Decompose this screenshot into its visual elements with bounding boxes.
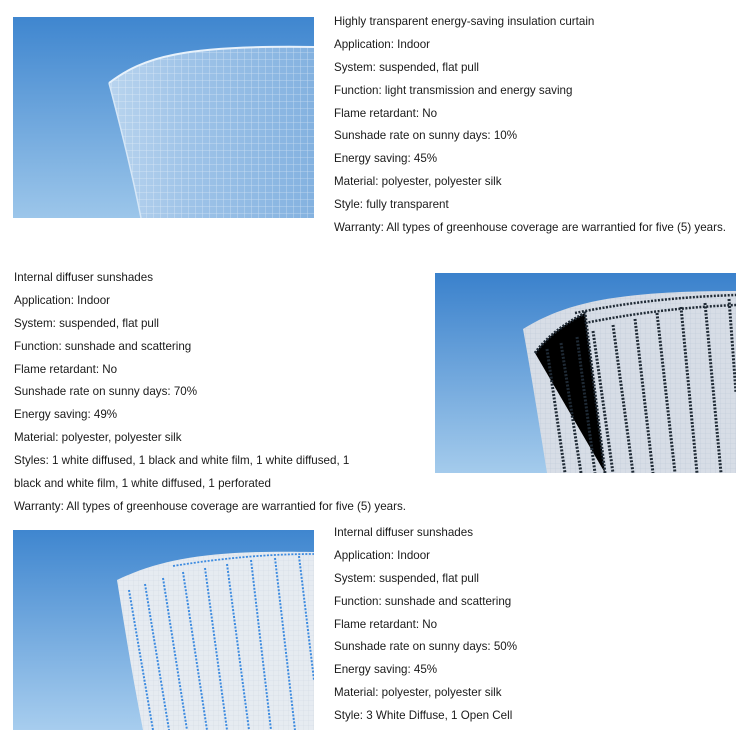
product-3-function: Function: sunshade and scattering (334, 594, 512, 608)
product-3-energy-saving: Energy saving: 45% (334, 663, 438, 677)
product-2-function: Function: sunshade and scattering (14, 339, 192, 353)
product-1-system: System: suspended, flat pull (334, 60, 480, 74)
product-3-material: Material: polyester, polyester silk (334, 686, 502, 700)
product-1-sunshade-rate: Sunshade rate on sunny days: 10% (334, 129, 518, 143)
product-1-flame-retardant: Flame retardant: No (334, 106, 438, 120)
product-2-styles-line-2: black and white film, 1 white diffused, 1 perforated (14, 477, 271, 491)
product-1-specs (334, 11, 726, 240)
product-3-style: Style: 3 White Diffuse, 1 Open Cell (334, 709, 513, 723)
white-diffuser-photo (13, 530, 314, 730)
product-2-warranty: Warranty: All types of greenhouse coverage are warrantied for five (5) years. (14, 499, 407, 513)
product-1-title: Highly transparent energy-saving insulation curtain (334, 15, 595, 28)
product-2-styles-line-1: Styles: 1 white diffused, 1 black and white film, 1 white diffused, 1 (14, 454, 350, 468)
product-2-title: Internal diffuser sunshades (14, 271, 154, 284)
product-2-sunshade-rate: Sunshade rate on sunny days: 70% (14, 385, 198, 399)
product-3-application: Application: Indoor (334, 548, 431, 562)
product-1-function: Function: light transmission and energy saving (334, 83, 573, 97)
product-3-sunshade-rate: Sunshade rate on sunny days: 50% (334, 640, 518, 654)
product-3-title: Internal diffuser sunshades (334, 526, 474, 539)
product-1-material: Material: polyester, polyester silk (334, 175, 502, 189)
product-1-warranty: Warranty: All types of greenhouse coverage are warrantied for five (5) years. (334, 221, 727, 235)
product-1-application: Application: Indoor (334, 37, 431, 51)
product-3-specs (334, 522, 517, 728)
product-1-style: Style: fully transparent (334, 198, 449, 212)
black-white-diffuser-photo (435, 273, 736, 473)
product-3-system: System: suspended, flat pull (334, 571, 480, 585)
product-3-flame-retardant: Flame retardant: No (334, 617, 438, 631)
product-2-application: Application: Indoor (14, 293, 111, 307)
product-2-specs (14, 267, 406, 519)
product-1-energy-saving: Energy saving: 45% (334, 152, 438, 166)
transparent-curtain-photo (13, 17, 314, 218)
product-2-system: System: suspended, flat pull (14, 316, 160, 330)
product-2-material: Material: polyester, polyester silk (14, 431, 182, 445)
product-2-flame-retardant: Flame retardant: No (14, 362, 118, 376)
product-2-energy-saving: Energy saving: 49% (14, 408, 118, 422)
